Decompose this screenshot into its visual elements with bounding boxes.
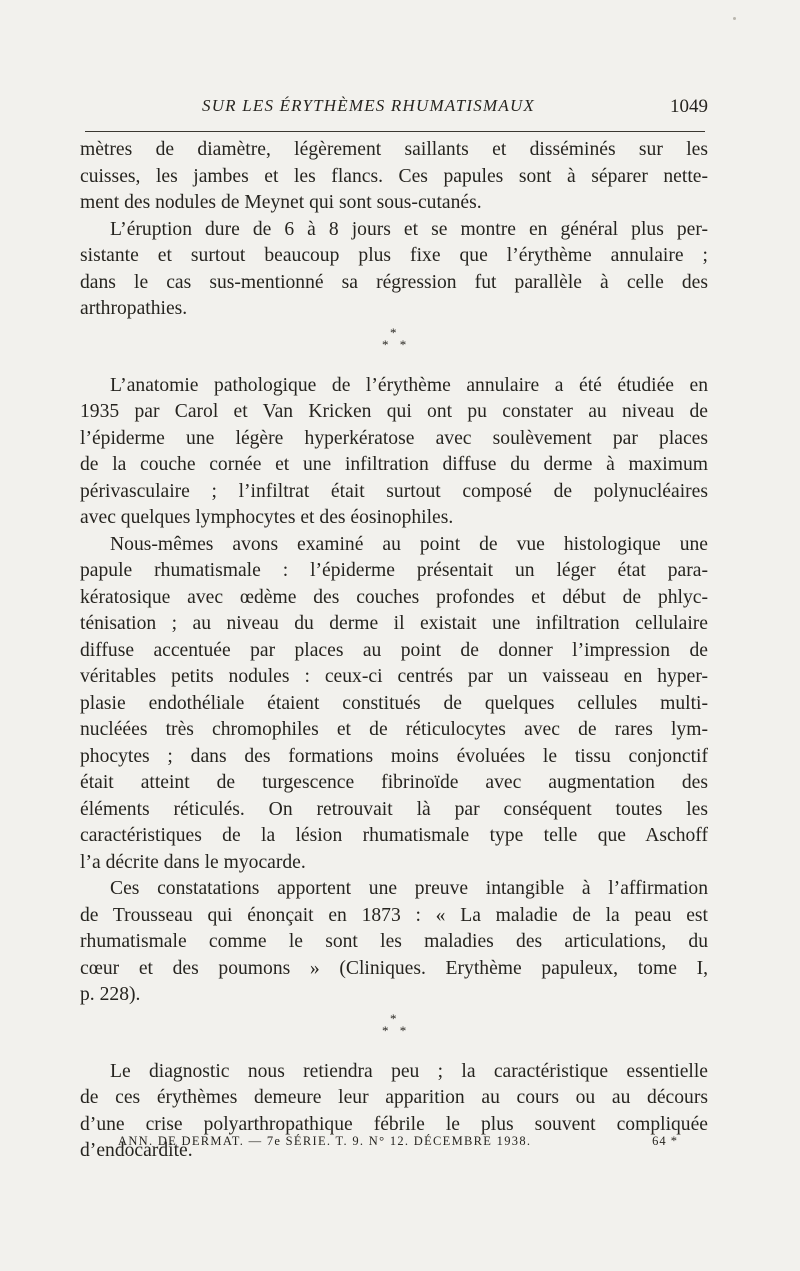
separator-star: * (390, 1010, 397, 1026)
text-line: d’une crise polyarthropathique fébrile le plus souvent compliquée (80, 1113, 708, 1135)
section-separator (80, 1009, 708, 1047)
text-line: L’anatomie pathologique de l’érythème annulaire a été étudiée en (110, 374, 708, 396)
text-line: d’endocardite. (80, 1140, 193, 1161)
text-line: nucléées très chromophiles et de réticulocytes avec de rares lym- (80, 719, 708, 740)
separator-star: * (390, 324, 397, 340)
page-number: 1049 (670, 96, 708, 117)
body-text (80, 137, 708, 1165)
text-line: arthropathies. (80, 298, 188, 319)
text-line: sistante et surtout beaucoup plus fixe que l’érythème annulaire ; (80, 245, 708, 266)
text-line: diffuse accentuée par places au point de donner l’impression de (80, 639, 708, 661)
text-line: plasie endothéliale étaient constitués de quelques cellules multi- (80, 692, 708, 714)
text-line: de ces érythèmes demeure leur apparition au cours ou au décours (80, 1087, 708, 1108)
running-header (80, 96, 708, 122)
text-line: 1935 par Carol et Van Kricken qui ont pu constater au niveau de (80, 401, 708, 422)
header-rule (85, 131, 705, 132)
text-line: cœur et des poumons » (Cliniques. Erythème papuleux, tome I, (80, 957, 708, 979)
text-line: périvasculaire ; l’infiltrat était surtout composé de polynucléaires (80, 480, 708, 502)
text-line: caractéristiques de la lésion rhumatismale type telle que Aschoff (80, 825, 708, 846)
spacer (80, 1047, 708, 1059)
text-line: véritables petits nodules : ceux-ci centrés par un vaisseau en hyper- (80, 666, 708, 687)
text-line: avec quelques lymphocytes et des éosinophiles. (80, 507, 454, 528)
journal-footer (118, 1134, 678, 1149)
separator-stars: * * (382, 336, 411, 352)
text-line: l’épiderme une légère hyperkératose avec soulèvement par places (80, 427, 708, 449)
text-line: ténisation ; au niveau du derme il existait une infiltration cellulaire (80, 613, 708, 634)
text-line: cuisses, les jambes et les flancs. Ces papules sont à séparer nette- (80, 165, 708, 187)
text-line: Le diagnostic nous retiendra peu ; la caractéristique essentielle (110, 1060, 708, 1082)
text-line: l’a décrite dans le myocarde. (80, 851, 306, 873)
separator-stars: * * (382, 1022, 411, 1038)
sheet-signature: 64 * (652, 1134, 678, 1148)
text-line: papule rhumatismale : l’épiderme présentait un léger état para- (80, 560, 708, 581)
text-line: Ces constatations apportent une preuve intangible à l’affirmation (110, 878, 708, 899)
text-line: était atteint de turgescence fibrinoïde avec augmentation des (80, 772, 708, 793)
text-line: de Trousseau qui énonçait en 1873 : « La maladie de la peau est (80, 904, 708, 926)
running-title: SUR LES ÉRYTHÈMES RHUMATISMAUX (202, 96, 536, 115)
text-line: de la couche cornée et une infiltration diffuse du derme à maximum (80, 454, 708, 475)
text-line: éléments réticulés. On retrouvait là par conséquent toutes les (80, 798, 708, 820)
text-line: kératosique avec œdème des couches profondes et début de phlyc- (80, 586, 708, 608)
spacer (80, 361, 708, 373)
journal-citation: ANN. DE DERMAT. — 7e SÉRIE. T. 9. N° 12. DÉCEMBRE 1938. (118, 1134, 532, 1148)
text-line: ment des nodules de Meynet qui sont sous-cutanés. (80, 192, 482, 213)
text-line: mètres de diamètre, légèrement saillants et disséminés sur les (80, 139, 708, 160)
text-line: p. 228). (80, 984, 141, 1005)
text-line: phocytes ; dans des formations moins évoluées le tissu conjonctif (80, 745, 708, 767)
section-separator (80, 323, 708, 361)
speck-mark (733, 17, 736, 20)
text-line: dans le cas sus-mentionné sa régression fut parallèle à celle des (80, 271, 708, 293)
text-line: rhumatismale comme le sont les maladies des articulations, du (80, 931, 708, 952)
text-line: Nous-mêmes avons examiné au point de vue histologique une (110, 533, 708, 555)
text-line: L’éruption dure de 6 à 8 jours et se montre en général plus per- (110, 218, 708, 240)
